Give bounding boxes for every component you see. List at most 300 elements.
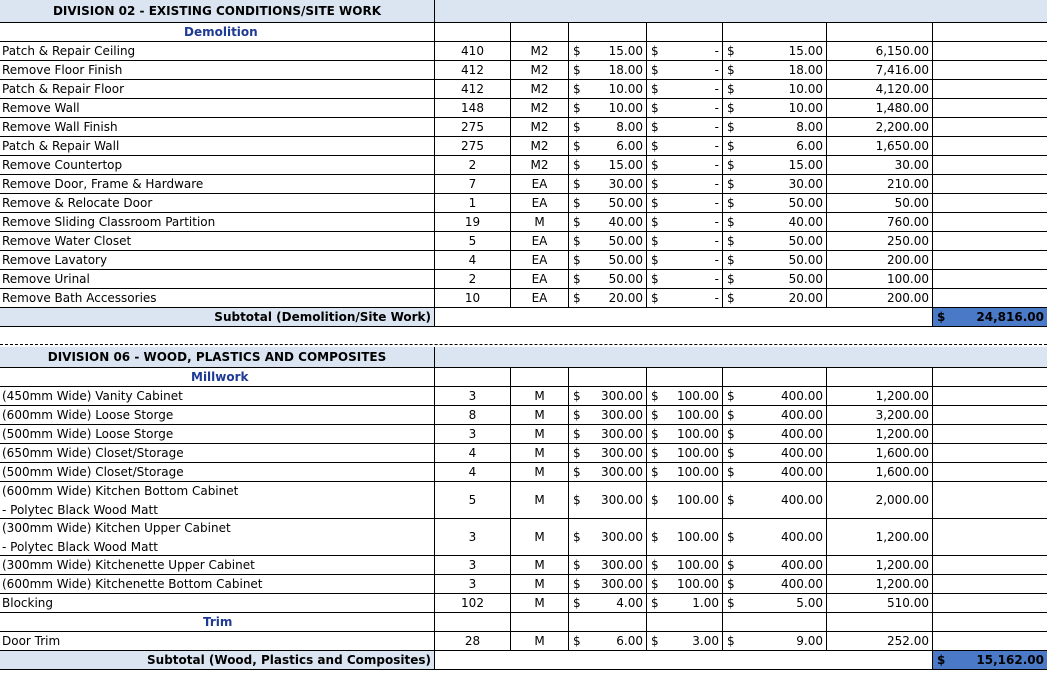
table-row <box>0 482 1047 519</box>
division-title: DIVISION 02 - EXISTING CONDITIONS/SITE WORK <box>0 0 434 23</box>
item-description-line1: (600mm Wide) Kitchen Bottom Cabinet <box>2 484 239 498</box>
table-row <box>0 425 1047 444</box>
unit-rate-value: 6.00 <box>796 139 823 153</box>
currency-symbol: $ <box>727 634 735 648</box>
material-rate-value: 50.00 <box>608 272 643 286</box>
labour-rate-value: 100.00 <box>677 446 719 460</box>
empty-cell <box>434 613 510 632</box>
material-rate <box>568 289 646 308</box>
currency-symbol: $ <box>651 291 659 305</box>
material-rate <box>568 575 646 594</box>
unit-rate <box>722 175 826 194</box>
material-rate-value: 6.00 <box>616 634 643 648</box>
material-rate-value: 50.00 <box>608 253 643 267</box>
subtotal-spacer <box>932 289 1047 308</box>
empty-cell <box>568 613 646 632</box>
currency-symbol: $ <box>651 253 659 267</box>
item-unit: M <box>510 406 568 425</box>
item-description: Patch & Repair Wall <box>2 139 120 153</box>
currency-symbol: $ <box>573 272 581 286</box>
unit-rate-value: 400.00 <box>781 427 823 441</box>
unit-rate <box>722 156 826 175</box>
subtotal-spacer <box>932 61 1047 80</box>
table-row <box>0 175 1047 194</box>
section-label: Millwork <box>191 370 249 384</box>
currency-symbol: $ <box>651 389 659 403</box>
line-total <box>826 175 932 194</box>
header-fill <box>434 347 1047 368</box>
material-rate <box>568 156 646 175</box>
line-total <box>826 482 932 519</box>
material-rate <box>568 406 646 425</box>
labour-rate-value: - <box>714 253 719 267</box>
item-unit: EA <box>510 251 568 270</box>
empty-cell <box>434 23 510 42</box>
line-total <box>826 42 932 61</box>
currency-symbol: $ <box>727 446 735 460</box>
subtotal-spacer <box>932 425 1047 444</box>
subtotal-row <box>0 308 1047 327</box>
currency-symbol: $ <box>651 177 659 191</box>
unit-rate <box>722 80 826 99</box>
table-row <box>0 289 1047 308</box>
unit-rate-value: 400.00 <box>781 577 823 591</box>
item-unit: M <box>510 213 568 232</box>
line-total-value: 760.00 <box>887 215 929 229</box>
item-quantity: 275 <box>434 118 510 137</box>
empty-cell <box>932 368 1047 387</box>
subtotal-spacer <box>932 406 1047 425</box>
currency-symbol: $ <box>651 139 659 153</box>
item-description: Remove Countertop <box>2 158 123 172</box>
line-total-value: 30.00 <box>894 158 929 172</box>
currency-symbol: $ <box>573 596 581 610</box>
currency-symbol: $ <box>727 63 735 77</box>
item-quantity: 410 <box>434 42 510 61</box>
labour-rate <box>646 594 722 613</box>
subtotal-spacer <box>932 251 1047 270</box>
empty-cell <box>646 368 722 387</box>
line-total <box>826 594 932 613</box>
table-row <box>0 556 1047 575</box>
currency-symbol: $ <box>573 196 581 210</box>
line-total <box>826 194 932 213</box>
currency-symbol: $ <box>727 493 735 507</box>
item-unit: M <box>510 482 568 519</box>
unit-rate <box>722 463 826 482</box>
unit-rate-value: 10.00 <box>788 101 823 115</box>
line-total <box>826 232 932 251</box>
unit-rate <box>722 482 826 519</box>
currency-symbol: $ <box>727 408 735 422</box>
material-rate <box>568 99 646 118</box>
line-total <box>826 118 932 137</box>
material-rate <box>568 118 646 137</box>
item-quantity: 412 <box>434 61 510 80</box>
unit-rate <box>722 387 826 406</box>
currency-symbol: $ <box>573 120 581 134</box>
currency-symbol: $ <box>573 446 581 460</box>
row-divider <box>0 669 1047 670</box>
currency-symbol: $ <box>727 272 735 286</box>
currency-symbol: $ <box>727 234 735 248</box>
table-row <box>0 575 1047 594</box>
currency-symbol: $ <box>651 558 659 572</box>
division-title: DIVISION 06 - WOOD, PLASTICS AND COMPOSITES <box>0 347 434 368</box>
currency-symbol: $ <box>651 596 659 610</box>
material-rate-value: 300.00 <box>601 389 643 403</box>
labour-rate-value: - <box>714 101 719 115</box>
table-row <box>0 61 1047 80</box>
currency-symbol: $ <box>727 158 735 172</box>
subtotal-spacer <box>932 632 1047 651</box>
labour-rate-value: - <box>714 139 719 153</box>
unit-rate-value: 50.00 <box>788 234 823 248</box>
currency-symbol: $ <box>937 653 946 667</box>
item-unit: M <box>510 444 568 463</box>
line-total <box>826 137 932 156</box>
item-quantity: 4 <box>434 463 510 482</box>
item-unit: M <box>510 387 568 406</box>
table-row <box>0 594 1047 613</box>
material-rate-value: 15.00 <box>608 158 643 172</box>
material-rate-value: 10.00 <box>608 82 643 96</box>
item-description-line1: (300mm Wide) Kitchen Upper Cabinet <box>2 521 231 535</box>
material-rate-value: 300.00 <box>601 446 643 460</box>
labour-rate <box>646 194 722 213</box>
currency-symbol: $ <box>727 44 735 58</box>
labour-rate-value: - <box>714 82 719 96</box>
currency-symbol: $ <box>651 272 659 286</box>
labour-rate-value: - <box>714 158 719 172</box>
line-total-value: 1,200.00 <box>875 427 929 441</box>
unit-rate <box>722 444 826 463</box>
currency-symbol: $ <box>573 101 581 115</box>
unit-rate <box>722 632 826 651</box>
labour-rate-value: 100.00 <box>677 465 719 479</box>
subtotal-spacer <box>932 118 1047 137</box>
unit-rate <box>722 251 826 270</box>
item-quantity: 8 <box>434 406 510 425</box>
unit-rate <box>722 425 826 444</box>
item-quantity: 4 <box>434 251 510 270</box>
labour-rate <box>646 175 722 194</box>
item-description: (450mm Wide) Vanity Cabinet <box>2 389 183 403</box>
empty-cell <box>510 368 568 387</box>
unit-rate <box>722 519 826 556</box>
item-description: Remove Floor Finish <box>2 63 123 77</box>
labour-rate <box>646 575 722 594</box>
currency-symbol: $ <box>573 634 581 648</box>
unit-rate-value: 400.00 <box>781 493 823 507</box>
currency-symbol: $ <box>573 291 581 305</box>
item-description: (600mm Wide) Loose Storge <box>2 408 174 422</box>
item-description: Remove Wall <box>2 101 80 115</box>
subtotal-spacer <box>932 137 1047 156</box>
labour-rate <box>646 387 722 406</box>
item-description: (600mm Wide) Kitchenette Bottom Cabinet <box>2 577 263 591</box>
line-total-value: 4,120.00 <box>875 82 929 96</box>
table-row <box>0 232 1047 251</box>
subtotal-spacer <box>932 213 1047 232</box>
unit-rate <box>722 61 826 80</box>
material-rate-value: 300.00 <box>601 493 643 507</box>
currency-symbol: $ <box>727 577 735 591</box>
labour-rate <box>646 444 722 463</box>
currency-symbol: $ <box>651 196 659 210</box>
unit-rate <box>722 556 826 575</box>
labour-rate-value: - <box>714 44 719 58</box>
item-quantity: 3 <box>434 575 510 594</box>
labour-rate <box>646 137 722 156</box>
subtotal-amount: 15,162.00 <box>976 653 1044 667</box>
material-rate <box>568 61 646 80</box>
material-rate <box>568 213 646 232</box>
item-description: Patch & Repair Ceiling <box>2 44 136 58</box>
item-unit: M2 <box>510 99 568 118</box>
material-rate <box>568 232 646 251</box>
subtotal-spacer <box>932 232 1047 251</box>
labour-rate <box>646 99 722 118</box>
line-total-value: 1,600.00 <box>875 465 929 479</box>
line-total <box>826 270 932 289</box>
material-rate <box>568 194 646 213</box>
item-description: Remove Sliding Classroom Partition <box>2 215 216 229</box>
item-description: Door Trim <box>2 634 61 648</box>
currency-symbol: $ <box>573 44 581 58</box>
currency-symbol: $ <box>727 215 735 229</box>
item-unit: M <box>510 575 568 594</box>
line-total-value: 3,200.00 <box>875 408 929 422</box>
item-quantity: 5 <box>434 232 510 251</box>
line-total-value: 6,150.00 <box>875 44 929 58</box>
item-quantity: 3 <box>434 387 510 406</box>
subtotal-spacer <box>932 175 1047 194</box>
currency-symbol: $ <box>651 634 659 648</box>
item-description: Remove Lavatory <box>2 253 108 267</box>
currency-symbol: $ <box>727 101 735 115</box>
currency-symbol: $ <box>727 177 735 191</box>
unit-rate <box>722 118 826 137</box>
currency-symbol: $ <box>727 427 735 441</box>
line-total-value: 50.00 <box>894 196 929 210</box>
table-row <box>0 270 1047 289</box>
line-total <box>826 463 932 482</box>
labour-rate-value: - <box>714 196 719 210</box>
currency-symbol: $ <box>651 158 659 172</box>
labour-rate-value: 100.00 <box>677 408 719 422</box>
labour-rate <box>646 425 722 444</box>
subtotal-gap <box>434 651 932 670</box>
item-quantity: 275 <box>434 137 510 156</box>
item-quantity: 5 <box>434 482 510 519</box>
labour-rate-value: - <box>714 272 719 286</box>
material-rate-value: 20.00 <box>608 291 643 305</box>
labour-rate-value: 100.00 <box>677 493 719 507</box>
currency-symbol: $ <box>727 530 735 544</box>
material-rate <box>568 594 646 613</box>
subtotal-spacer <box>932 482 1047 519</box>
material-rate-value: 300.00 <box>601 530 643 544</box>
unit-rate <box>722 232 826 251</box>
item-description: Remove & Relocate Door <box>2 196 153 210</box>
empty-cell <box>932 613 1047 632</box>
line-total <box>826 444 932 463</box>
subtotal-label: Subtotal (Wood, Plastics and Composites) <box>0 651 434 670</box>
subtotal-amount: 24,816.00 <box>976 310 1044 324</box>
material-rate <box>568 632 646 651</box>
table-row <box>0 632 1047 651</box>
empty-cell <box>722 23 826 42</box>
line-total <box>826 99 932 118</box>
subtotal-row <box>0 651 1047 670</box>
subtotal-spacer <box>932 575 1047 594</box>
material-rate <box>568 444 646 463</box>
labour-rate-value: 100.00 <box>677 427 719 441</box>
empty-cell <box>510 23 568 42</box>
unit-rate-value: 18.00 <box>788 63 823 77</box>
item-quantity: 2 <box>434 156 510 175</box>
currency-symbol: $ <box>573 577 581 591</box>
table-row <box>0 137 1047 156</box>
line-total-value: 2,200.00 <box>875 120 929 134</box>
item-unit: M <box>510 463 568 482</box>
line-total-value: 1,200.00 <box>875 389 929 403</box>
empty-cell <box>826 23 932 42</box>
unit-rate-value: 5.00 <box>796 596 823 610</box>
unit-rate-value: 400.00 <box>781 389 823 403</box>
item-description-line2: - Polytec Black Wood Matt <box>2 503 158 517</box>
line-total <box>826 425 932 444</box>
currency-symbol: $ <box>727 196 735 210</box>
currency-symbol: $ <box>727 558 735 572</box>
subtotal-spacer <box>932 99 1047 118</box>
currency-symbol: $ <box>727 465 735 479</box>
currency-symbol: $ <box>651 530 659 544</box>
subtotal-value <box>932 651 1047 670</box>
item-quantity: 10 <box>434 289 510 308</box>
line-total-value: 2,000.00 <box>875 493 929 507</box>
item-unit: M2 <box>510 118 568 137</box>
item-description: Remove Door, Frame & Hardware <box>2 177 204 191</box>
labour-rate <box>646 232 722 251</box>
unit-rate-value: 400.00 <box>781 558 823 572</box>
unit-rate-value: 8.00 <box>796 120 823 134</box>
unit-rate <box>722 594 826 613</box>
unit-rate <box>722 213 826 232</box>
item-unit: EA <box>510 175 568 194</box>
line-total <box>826 632 932 651</box>
line-total <box>826 251 932 270</box>
unit-rate <box>722 406 826 425</box>
currency-symbol: $ <box>651 215 659 229</box>
material-rate-value: 40.00 <box>608 215 643 229</box>
unit-rate-value: 50.00 <box>788 272 823 286</box>
line-total-value: 1,480.00 <box>875 101 929 115</box>
item-description: Remove Bath Accessories <box>2 291 157 305</box>
material-rate <box>568 251 646 270</box>
empty-cell <box>568 23 646 42</box>
item-description: Blocking <box>2 596 54 610</box>
subtotal-spacer <box>932 80 1047 99</box>
item-unit: M2 <box>510 80 568 99</box>
currency-symbol: $ <box>727 120 735 134</box>
line-total-value: 250.00 <box>887 234 929 248</box>
item-quantity: 148 <box>434 99 510 118</box>
subtotal-label: Subtotal (Demolition/Site Work) <box>0 308 434 327</box>
currency-symbol: $ <box>573 158 581 172</box>
unit-rate-value: 15.00 <box>788 158 823 172</box>
item-quantity: 19 <box>434 213 510 232</box>
line-total-value: 1,200.00 <box>875 530 929 544</box>
labour-rate <box>646 61 722 80</box>
material-rate <box>568 482 646 519</box>
item-unit: M2 <box>510 137 568 156</box>
labour-rate <box>646 519 722 556</box>
material-rate-value: 300.00 <box>601 408 643 422</box>
line-total <box>826 156 932 175</box>
table-row <box>0 444 1047 463</box>
material-rate-value: 300.00 <box>601 577 643 591</box>
empty-cell <box>434 368 510 387</box>
labour-rate <box>646 556 722 575</box>
item-quantity: 412 <box>434 80 510 99</box>
currency-symbol: $ <box>651 120 659 134</box>
currency-symbol: $ <box>727 596 735 610</box>
unit-rate-value: 10.00 <box>788 82 823 96</box>
currency-symbol: $ <box>727 291 735 305</box>
currency-symbol: $ <box>651 234 659 248</box>
empty-cell <box>646 613 722 632</box>
labour-rate-value: 100.00 <box>677 389 719 403</box>
material-rate <box>568 42 646 61</box>
item-description <box>0 482 434 519</box>
material-rate-value: 30.00 <box>608 177 643 191</box>
subtotal-spacer <box>932 444 1047 463</box>
section-label: Trim <box>203 615 233 629</box>
line-total <box>826 575 932 594</box>
material-rate <box>568 80 646 99</box>
item-unit: M2 <box>510 61 568 80</box>
material-rate-value: 8.00 <box>616 120 643 134</box>
currency-symbol: $ <box>651 44 659 58</box>
table-row <box>0 118 1047 137</box>
line-total-value: 510.00 <box>887 596 929 610</box>
row-divider <box>0 326 1047 327</box>
currency-symbol: $ <box>573 139 581 153</box>
unit-rate <box>722 270 826 289</box>
line-total <box>826 289 932 308</box>
currency-symbol: $ <box>727 82 735 96</box>
unit-rate <box>722 137 826 156</box>
subtotal-spacer <box>932 270 1047 289</box>
item-quantity: 3 <box>434 519 510 556</box>
labour-rate-value: - <box>714 291 719 305</box>
table-row <box>0 387 1047 406</box>
labour-rate-value: 100.00 <box>677 558 719 572</box>
section-header <box>0 368 1047 387</box>
table-row <box>0 213 1047 232</box>
subtotal-spacer <box>932 463 1047 482</box>
item-quantity: 2 <box>434 270 510 289</box>
currency-symbol: $ <box>573 253 581 267</box>
material-rate <box>568 463 646 482</box>
line-total <box>826 519 932 556</box>
labour-rate-value: 3.00 <box>692 634 719 648</box>
section-header <box>0 613 1047 632</box>
unit-rate-value: 15.00 <box>788 44 823 58</box>
currency-symbol: $ <box>573 63 581 77</box>
